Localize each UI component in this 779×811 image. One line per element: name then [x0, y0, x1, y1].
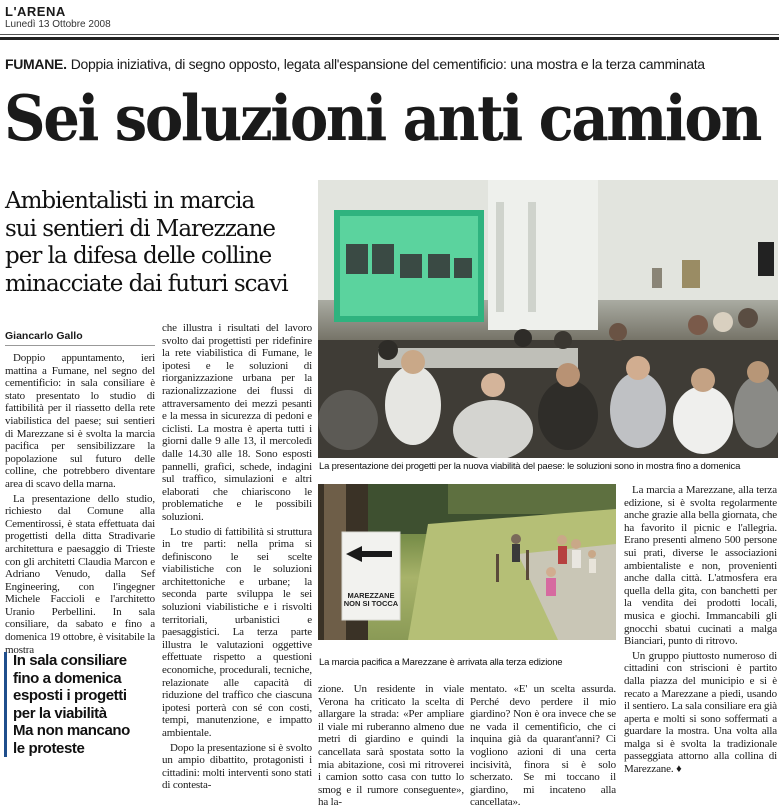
paragraph: Lo studio di fattibilità si struttura in tre parti: nella prima si definiscono le sei scelte viabilistiche con le soluzioni architettoniche e urbane; la seconda parte sviluppa le sei soluzioni viabilistiche e i risvolti territoriali, urbanistici e paesaggistici. La terza parte illustra le valutazioni oggettive effettuate rispetto a questioni economiche, procedurali, tecniche, relazionate alle capacità di riduzione del traffico che ciascuna ipotesi porterà con sé con costi, tempi, manutenzione, e impatto ambientale.	[162, 525, 312, 739]
masthead-rule	[0, 34, 779, 35]
subhead-line: minacciate dai futuri scavi	[5, 270, 288, 297]
paragraph: mentato. «E' un scelta assurda. Perché devo perdere il mio giardino? Non è ora invece che se ne vada il cementificio, che ci inquina già da quarant'anni? Ci vogliono azioni di una certa incisività, finora si è solo scherzato. Se mi toccano il giardino, mi incateno alla cancellata».	[470, 683, 616, 809]
pull-quote-line: esposti i progetti	[13, 687, 127, 704]
pull-quote-line: In sala consiliare	[13, 652, 127, 669]
paragraph: Dopo la presentazione si è svolto un ampio dibattito, protagonisti i cittadini: molti interventi sono stati di contesta-	[162, 741, 312, 792]
photo-march-image	[318, 484, 616, 640]
article-column-5	[624, 484, 777, 778]
pull-quote-line: per la viabilità	[13, 704, 107, 722]
subhead-line: Ambientalisti in marcia	[5, 188, 255, 214]
paragraph: Doppio appuntamento, ieri mattina a Fumane, nel segno del cementificio: in sala consiliare è stato presentato lo studio di fattibilità per il riassetto della rete viabilistica del paese; sui sentieri di Marezzane si è svolta la marcia pacifica per sensibilizzare la popolazione sul futuro delle colline, che potrebbero diventare area di scavo della marna.	[5, 352, 155, 490]
subhead	[5, 188, 310, 298]
dateline: Lunedì 13 Ottobre 2008	[5, 19, 111, 30]
pull-quote-line: Ma non mancano	[13, 722, 130, 739]
photo-presentation-image	[318, 180, 778, 458]
photo-presentation-caption: La presentazione dei progetti per la nuova viabilità del paese: le soluzioni sono in mostra fino a domenica	[319, 461, 741, 472]
kicker	[5, 56, 705, 72]
paragraph: La marcia a Marezzane, alla terza edizione, si è svolta regolarmente anche grazie alla bella giornata, che ha favorito il picnic e l'allegria. Erano presenti almeno 500 persone sui prati, diverse le associazioni ambientaliste e non, provenienti anche dalla città. L'atmosfera era quella della gita, con banchetti per la vendita dei prodotti locali, musica e giochi. Immancabili gli gnocchi sbatui cucinati a malga Bianciari, punto di ritrovo.	[624, 484, 777, 648]
byline-rule	[5, 345, 155, 346]
kicker-text: Doppia iniziativa, di segno opposto, legata all'espansione del cementificio: una mostra e la terza camminata	[70, 56, 705, 72]
byline: Giancarlo Gallo	[5, 330, 83, 342]
pull-quote-line: le proteste	[13, 739, 85, 757]
pull-quote	[4, 652, 163, 757]
photo-march	[318, 484, 616, 640]
march-sign-text: MAREZZANE NON SI TOCCA	[343, 591, 399, 608]
pull-quote-line: fino a domenica	[13, 669, 122, 687]
paragraph: La presentazione dello studio, richiesto dal Comune alla Cementirossi, è stata effettuata dai progettisti della ditta Stradivarie architettura e paesaggio di Trieste con gli architetti Claudia Marcon e Adriano Venudo, dalla Sef Engineering, con l'ingegner Michele Faccioli e l'architetto Uranio Perbellini. In sala consiliare, da sabato e fino a domenica 19 ottobre, è visitabile la mostra	[5, 492, 155, 656]
paragraph: che illustra i risultati del lavoro svolto dai progettisti per ridefinire la rete viabilistica di Fumane, le ipotesi e le soluzioni di riorganizzazione urbana per la razionalizzazione dei flussi di attraversamento dei mezzi pesanti e la messa in sicurezza di pedoni e ciclisti. La mostra è aperta tutti i giorni dalle 9 alle 13, il mercoledì dalle 14.30 alle 18. Sono esposti pannelli, grafici, schede, indagini sul traffico, simulazioni e altri elaborati che chiariscono le problematiche e le possibili soluzioni.	[162, 322, 312, 523]
photo-march-caption: La marcia pacifica a Marezzane è arrivata alla terza edizione	[319, 657, 563, 668]
headline: Sei soluzioni anti camion	[4, 81, 761, 155]
masthead-rule-thick	[0, 37, 779, 40]
article-column-3	[318, 683, 464, 811]
article-column-4	[470, 683, 616, 811]
masthead-title: L'ARENA	[5, 4, 66, 19]
photo-presentation	[318, 180, 778, 458]
paragraph: zione. Un residente in viale Verona ha criticato la scelta di allargare la strada: «Per ampliare il viale mi ruberanno almeno due metri di giardino e quindi la cancellata sarà spostata sotto la mia abitazione, così mi ritroverei i camion sotto casa con tutto lo smog e il rumore conseguente», ha la-	[318, 683, 464, 809]
article-column-2	[162, 322, 312, 794]
paragraph: Un gruppo piuttosto numeroso di cittadini con striscioni è partito dalla piazza del municipio e si è recato a Marezzane a piedi, usando il sentiero. La sala consiliare era già aperta e molti si sono soffermati a guardare la mostra. Una volta alla malga si è svolta la tradizionale passeggiata attorno alla collina di Marezzane. ♦	[624, 649, 777, 776]
subhead-line: per la difesa delle colline	[5, 243, 272, 269]
article-column-1	[5, 352, 155, 658]
subhead-line: sui sentieri di Marezzane	[5, 215, 276, 242]
kicker-place: FUMANE.	[5, 56, 67, 72]
